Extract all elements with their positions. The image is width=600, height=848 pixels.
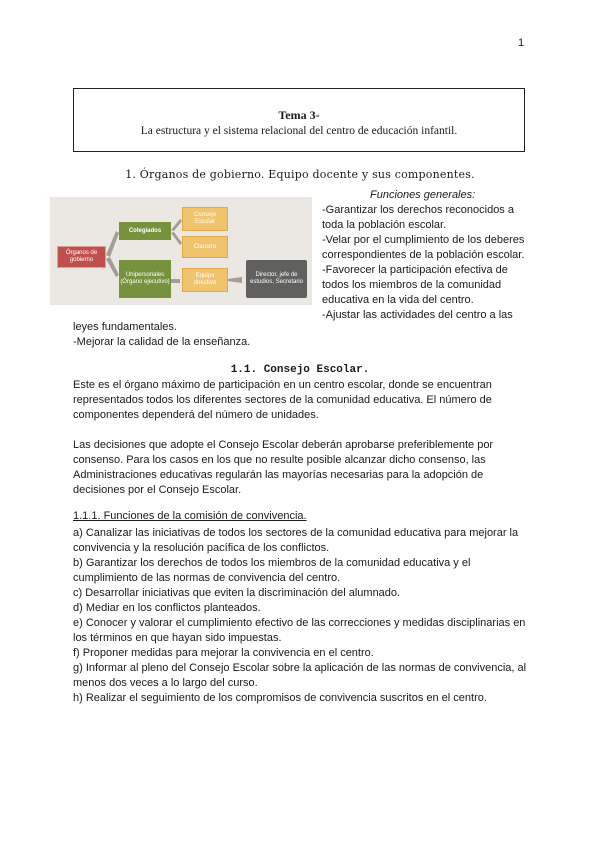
funcion-item-continuation: leyes fundamentales. xyxy=(73,321,177,333)
diagram-node-equipo-directivo: Equipo directivo xyxy=(182,268,228,292)
funcion-item: -Velar por el cumplimiento de los deberes correspondientes de la población escolar. xyxy=(322,234,525,261)
funciones-heading: Funciones generales: xyxy=(370,189,476,201)
list-item: a) Canalizar las iniciativas de todos los sectores de la comunidad educativa para mejorar la convivencia y la resolución pacífica de los conflictos. xyxy=(73,527,519,554)
list-item: f) Proponer medidas para mejorar la convivencia en el centro. xyxy=(73,647,374,659)
list-item: h) Realizar el seguimiento de los compromisos de convivencia suscritos en el centro. xyxy=(73,692,487,704)
diagram-node-director: Director, jefe de estudios, Secretario xyxy=(246,260,307,298)
funcion-item: -Garantizar los derechos reconocidos a toda la población escolar. xyxy=(322,204,514,231)
diagram-node-consejo: Consejo Escolar xyxy=(182,207,228,231)
funcion-item: -Mejorar la calidad de la enseñanza. xyxy=(73,336,251,348)
paragraph-text: Las decisiones que adopte el Consejo Escolar deberán aprobarse preferiblemente por consenso. Para los casos en los que no resulte posible alcanzar dicho consenso, las Administraciones educativas regularán las mayorías necesarias para la adopción de decisiones por el Consejo Escolar. xyxy=(73,439,494,496)
page-number: 1 xyxy=(518,37,525,49)
diagram-node-colegiados: Colegiados xyxy=(119,222,171,240)
diagram-node-claustro: Claustro xyxy=(182,236,228,258)
funcion-item: -Favorecer la participación efectiva de todos los miembros de la comunidad educativa en la vida del centro. xyxy=(322,264,508,306)
diagram-node-organos: Órganos de gobierno xyxy=(57,246,106,268)
comision-heading: 1.1.1. Funciones de la comisión de convivencia. xyxy=(73,510,307,522)
governance-diagram xyxy=(50,197,312,305)
funciones-generales xyxy=(322,188,532,323)
paragraph-text: Este es el órgano máximo de participación en un centro escolar, donde se encuentran representados todos los diferentes sectores de la comunidad educativa. El número de componentes dependerá del número de unidades. xyxy=(73,379,492,421)
list-item: b) Garantizar los derechos de todos los miembros de la comunidad educativa y el cumplimiento de las normas de convivencia del centro. xyxy=(73,557,471,584)
diagram-node-unipersonales: Unipersonales (Órgano ejecutivo) xyxy=(119,260,171,298)
list-item: d) Mediar en los conflictos planteados. xyxy=(73,602,261,614)
list-item: g) Informar al pleno del Consejo Escolar sobre la aplicación de las normas de convivencia, al menos dos veces a lo largo del curso. xyxy=(73,662,527,689)
list-item: e) Conocer y valorar el cumplimiento efectivo de las correcciones y medidas disciplinarias en los términos en que hayan sido impuestas. xyxy=(73,617,526,644)
section-heading: 1. Órganos de gobierno. Equipo docente y sus componentes. xyxy=(125,168,475,181)
list-item: c) Desarrollar iniciativas que eviten la discriminación del alumnado. xyxy=(73,587,401,599)
title-box xyxy=(73,88,525,152)
funciones-continuation xyxy=(73,320,533,350)
comision-list xyxy=(73,526,533,706)
document-title: Tema 3- xyxy=(278,108,320,122)
funcion-item: -Ajustar las actividades del centro a las xyxy=(322,309,513,321)
consejo-escolar-heading: 1.1. Consejo Escolar. xyxy=(230,364,370,376)
paragraph xyxy=(73,378,531,423)
paragraph xyxy=(73,438,531,498)
document-subtitle: La estructura y el sistema relacional del centro de educación infantil. xyxy=(140,125,458,137)
